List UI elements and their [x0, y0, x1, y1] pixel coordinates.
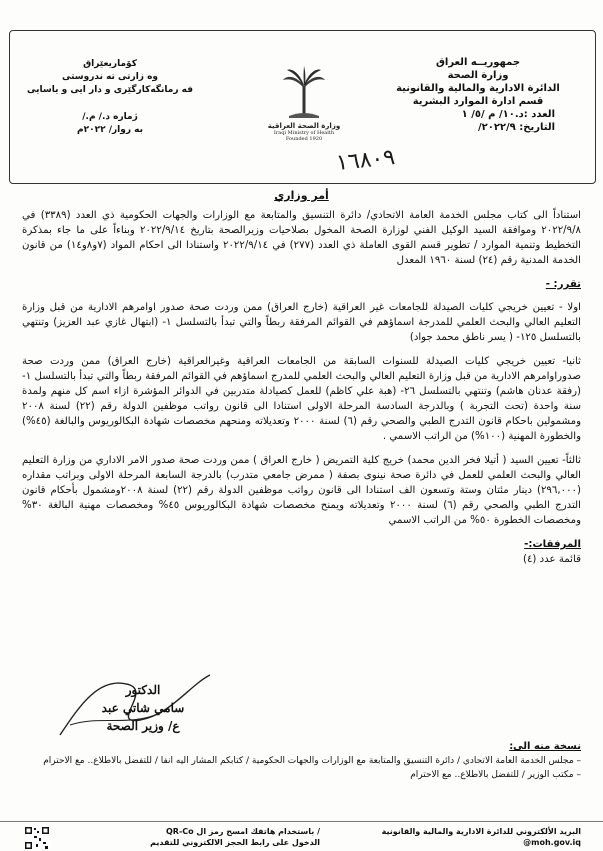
- footer-email-block: [371, 826, 581, 848]
- footer-divider: [0, 821, 603, 822]
- logo-arabic-text: وزارة الصحة العراقية: [267, 122, 341, 130]
- kurdish-ministry-name: وه زارتى ته ندروستى: [61, 72, 159, 82]
- copies-title: نسخة منه الى:: [509, 741, 581, 752]
- handwritten-number: ١٦٨٠٩: [334, 144, 397, 177]
- logo-english-text: Iraqi Ministry of Health: [273, 130, 335, 136]
- ministry-name: وزارة الصحة: [447, 70, 509, 81]
- footer-email: @moh.gov.iq: [523, 838, 581, 847]
- kurdish-reference-number: ژماره د./ م./: [82, 112, 138, 122]
- palm-tree-icon: [281, 66, 327, 122]
- logo-founded-text: Founded 1920: [285, 136, 323, 142]
- footer-qr-link-text: الدخول على رابط الحجز الالكتروني للتقديم: [150, 838, 320, 847]
- footer-qr-instructions: [105, 826, 320, 848]
- item-third: ثالثاً- تعيين السيد ( أتيلا فخر الدين محمد) خريج كلية التمريض ( خارج العراق ) ممن وردت صحة صدور الامر الاداري من وزارة التعليم العالي والبحث العلمي للعمل في دائرة صحة نينوى بصفة ( ممرض جامعي متدرب) بالدرجة السابعة المرحلة الاولى وبراتب مقداره (٢٩٦,٠٠٠) دينار مئتان وستة وتسعون الف استنادا الى قانون رواتب موظفين الدولة رقم (٢٢) لسنة ٢٠٠٨ومشمول بأحكام قانون التدرج الطبي والصحي رقم (٦) لسنة ٢٠٠٠ وتعديلاته ويمنح مخصصات شهادة البكالوريوس ٤٥% ومخصصات مهنية البالغة ٣٠% ومخصصات الخطورة ٥٠% من الراتب الاسمي: [22, 455, 581, 526]
- footer-email-label: البريد الألكتروني للدائرة الادارية والمالية والقانونية: [381, 827, 581, 836]
- attachments-label: المرفقات:-: [524, 539, 581, 550]
- signatory-name: سامي شاتي عبد: [101, 701, 185, 715]
- document-body: [22, 208, 581, 567]
- document-date: التاريخ: ٢٠٢٢/٩/: [477, 122, 555, 133]
- directorate-name: الدائرة الادارية والمالية والقانونية: [396, 83, 560, 94]
- item-second: ثانيا- تعيين خريجي كليات الصيدلة للسنوات السابقة من الجامعات العراقية وغيرالعراقية (خارج العراق) ممن وردت صحة صدوراوامرهم الادارية من قبل وزارة التعليم العالي والبحث العلمي للمدرج اسماؤهم في القوائم المرفقة ربطاً والتي تبدأ بالتسلسل ١- (رفقة عدنان هاشم) وتنتهي بالتسلسل ٢٦- (هبة علي كاظم) للعمل كصيادلة متدربين في الدوائر المؤشرة ازاء اسم كل منهم ولمدة سنة واحدة (تحت التجربة ) وبالدرجة السادسة المرحلة الاولى استنادا الى قانون رواتب موظفين الدولة رقم (٢٢) لسنة ٢٠٠٨ ومشمولين باحكام قانون التدرج الطبي والصحي رقم (٦) لسنة ٢٠٠٠ وتعديلاته ومنحهم مخصصات شهادة البكالوريوس والبالغة (٤٥%) والخطورة المهنية (١٠٠%) من الراتب الاسمي .: [22, 356, 582, 442]
- reference-number: العدد :د.١٠/ م /٥/ ١: [461, 109, 555, 120]
- ministry-logo: [262, 66, 346, 154]
- kurdish-directorate-name: فه رمانگەكارگێرى و دار ايى و ياسايى: [26, 85, 194, 95]
- attachments-count: قائمة عدد (٤): [522, 554, 581, 565]
- copy-recipient-minister-office: – مكتب الوزير / للتفضل بالاطلاع.. مع الاحترام: [410, 770, 581, 780]
- qr-code-icon: [24, 826, 50, 850]
- copy-recipient-council: – مجلس الخدمة العامة الاتحادي / دائرة التنسيق والمتابعة مع الوزارات والجهات الحكومية / كتابكم المشار اليه انفا / للتفضل بالاطلاع.. مع الاحترام: [43, 756, 581, 766]
- intro-paragraph: استناداً الى كتاب مجلس الخدمة العامة الاتحادي/ دائرة التنسيق والمتابعة مع الوزارات والجهات الحكومية ذي العدد (٣٣٨٩) في ٢٠٢٢/٩/٨ وموافقة السيد الوكيل الفني لوزارة الصحة المخول بصلاحيات وزيرالصحة بتاريخ ٢٠٢٢/٩/١٤ وبناءاً على ما جاء بمذكرة التخطيط وتنمية الموارد / تطوير قسم القوى العاملة ذي العدد (٢٧٧) في ٢٠٢٢/٩/١٤ واستنادا الى احكام المواد (٧و٨و١٤) من قانون الخدمة المدنية رقم (٢٤) لسنة ١٩٦٠ المعدل: [22, 210, 582, 266]
- document-title: أمر وزاري: [274, 189, 329, 202]
- footer-qr-text: / باستخدام هاتفك امسح رمز ال QR-Co: [165, 827, 320, 836]
- header-right-block: [393, 56, 563, 134]
- item-first: اولا - تعيين خريجي كليات الصيدلة للجامعات غير العراقية (خارج العراق) ممن وردت صحة صدور اوامرهم الادارية من قبل وزارة التعليم العالي والبحث العلمي للمدرجة اسماؤهم في القوائم المرفقة ربطاً والتي تبدأ بالتسلسل ١- (ابتهال غازي عبد العزيز) وتنتهي بالتسلسل ١٢٥- ( يسر ناطق محمد جواد): [22, 302, 581, 343]
- copies-section: [22, 740, 581, 782]
- kurdish-country-name: كۆماریعێراق: [83, 59, 137, 69]
- signatory-title: الدكتور: [125, 683, 161, 697]
- signatory-position: ع/ وزير الصحة: [106, 719, 180, 733]
- kurdish-document-date: به روار/ ٢٠٢٢م: [76, 125, 144, 135]
- department-name: قسم ادارة الموارد البشرية: [412, 96, 544, 107]
- country-name: جمهوريــه العراق: [435, 57, 521, 68]
- signature-block: [68, 681, 218, 735]
- header-left-block: [20, 58, 200, 137]
- decision-label: تقرر: -: [545, 279, 581, 290]
